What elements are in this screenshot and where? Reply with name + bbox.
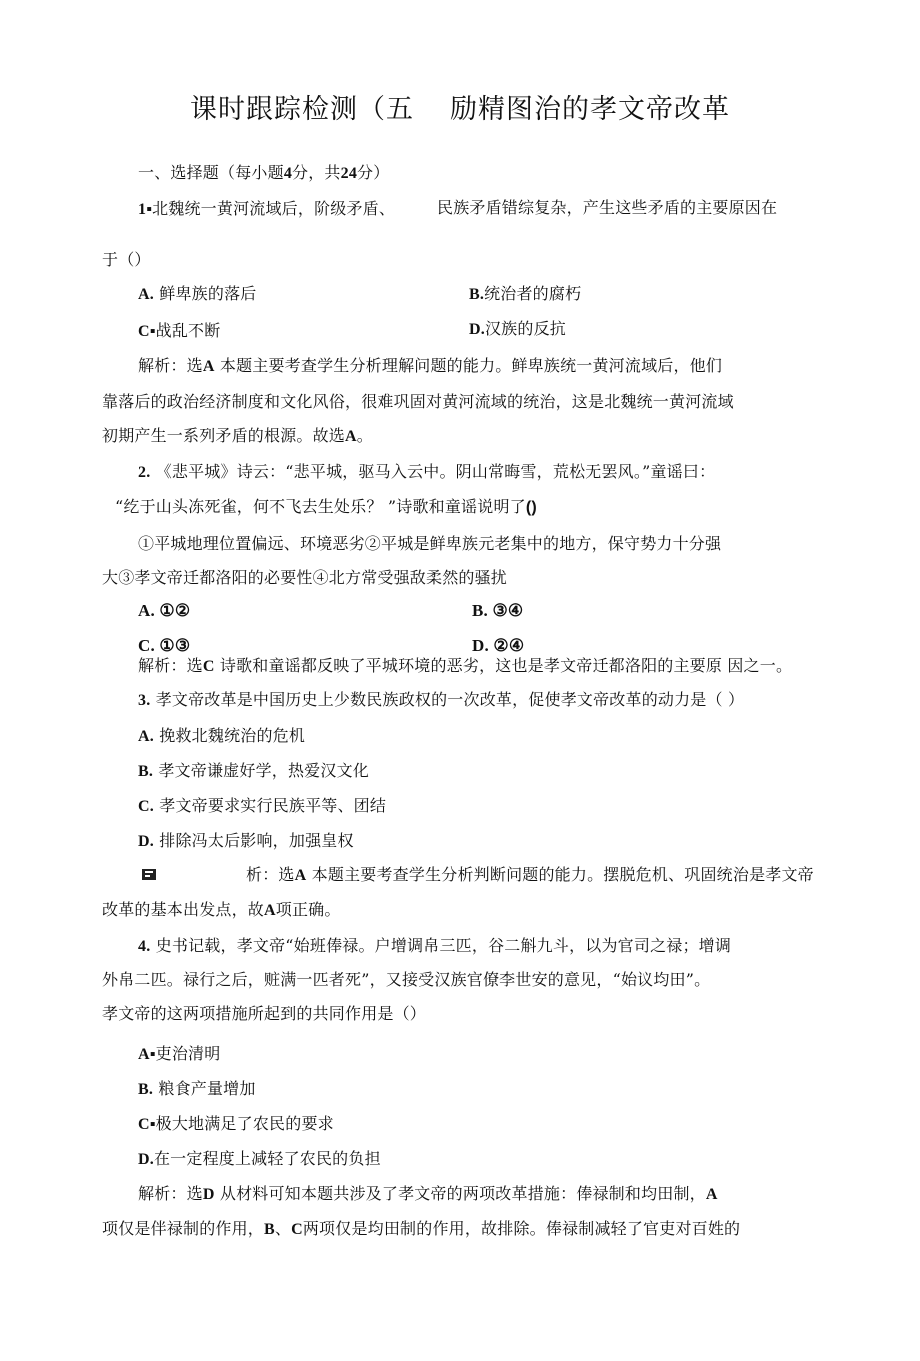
question-4-explanation-line-2: 项仅是伴禄制的作用，B、C两项仅是均田制的作用，故排除。俸禄制减轻了官吏对百姓的 [102, 1219, 741, 1238]
question-4-option-c: C▪极大地满足了农民的要求 [138, 1114, 334, 1133]
question-2-option-c: C. ①③ [138, 636, 191, 655]
page-title-right: 励精图治的孝文帝改革 [450, 94, 730, 125]
question-4-stem-line-1: 4. 史书记载，孝文帝“始班俸禄。户增调帛三匹，谷二斛九斗，以为官司之禄；增调 [138, 936, 732, 955]
question-4-option-a: A▪吏治清明 [138, 1044, 221, 1063]
question-1-stem-b: 民族矛盾错综复杂，产生这些矛盾的主要原因在 [437, 198, 778, 217]
question-2-explanation: 解析：选C 诗歌和童谣都反映了平城环境的恶劣，这也是孝文帝迁都洛阳的主要原 因之一。 [138, 656, 793, 675]
question-1-explanation-line-1: 解析：选A 本题主要考查学生分析理解问题的能力。鲜卑族统一黄河流域后，他们 [138, 356, 723, 375]
question-4-stem-line-2: 外帛二匹。禄行之后，赃满一匹者死”，又接受汉族官僚李世安的意见，“始议均田”。 [102, 970, 711, 989]
question-4-option-b: B. 粮食产量增加 [138, 1079, 256, 1098]
question-3-option-a: A. 挽救北魏统治的危机 [138, 726, 306, 745]
question-2-items-line-2: 大③孝文帝迁都洛阳的必要性④北方常受强敌柔然的骚扰 [102, 568, 508, 587]
question-1-stem-a: 1▪北魏统一黄河流域后，阶级矛盾、 [138, 199, 396, 218]
question-3-option-b: B. 孝文帝谦虚好学，热爱汉文化 [138, 761, 369, 780]
question-2-option-b: B. ③④ [472, 601, 524, 620]
question-2-option-a: A. ①② [138, 601, 191, 620]
page-title-left: 课时跟踪检测（五 [190, 94, 414, 125]
question-4-explanation-line-1: 解析：选D 从材料可知本题共涉及了孝文帝的两项改革措施：俸禄制和均田制，A [138, 1184, 718, 1203]
question-1-option-c: C▪战乱不断 [138, 321, 221, 340]
question-3-explanation-line-1: 析：选A 本题主要考查学生分析判断问题的能力。摆脱危机、巩固统治是孝文帝 [246, 865, 814, 884]
question-3-option-d: D. 排除冯太后影响，加强皇权 [138, 831, 354, 850]
question-1-explanation-line-2: 靠落后的政治经济制度和文化风俗，很难巩固对黄河流域的统治，这是北魏统一黄河流域 [102, 392, 734, 411]
question-2-option-d: D. ②④ [472, 636, 525, 655]
question-2-stem-line-1: 2. 《悲平城》诗云：“悲平城，驱马入云中。阴山常晦雪，荒松无罢风。”童谣曰： [138, 462, 716, 481]
question-2-items-line-1: ①平城地理位置偏远、环境恶劣②平城是鲜卑族元老集中的地方，保守势力十分强 [138, 534, 722, 553]
question-1-option-a: A. 鲜卑族的落后 [138, 284, 257, 303]
question-4-option-d: D.在一定程度上减轻了农民的负担 [138, 1149, 381, 1168]
question-2-stem-line-2: “纥于山头冻死雀，何不飞去生处乐？ ”诗歌和童谣说明了() [115, 497, 537, 516]
question-3-explanation-line-2: 改革的基本出发点，故A项正确。 [102, 900, 341, 919]
question-3-stem: 3. 孝文帝改革是中国历史上少数民族政权的一次改革，促使孝文帝改革的动力是（ ） [138, 690, 745, 709]
question-3-option-c: C. 孝文帝要求实行民族平等、团结 [138, 796, 387, 815]
question-1-option-d: D.汉族的反抗 [469, 319, 566, 338]
question-1-explanation-line-3: 初期产生一系列矛盾的根源。故选A。 [102, 426, 373, 445]
question-1-stem-c: 于（） [102, 250, 151, 269]
question-4-stem-line-3: 孝文帝的这两项措施所起到的共同作用是（） [102, 1004, 427, 1023]
section-heading: 一、选择题（每小题4分，共24分） [138, 163, 390, 182]
question-1-option-b: B.统治者的腐朽 [469, 284, 582, 303]
stamp-icon [142, 869, 156, 880]
